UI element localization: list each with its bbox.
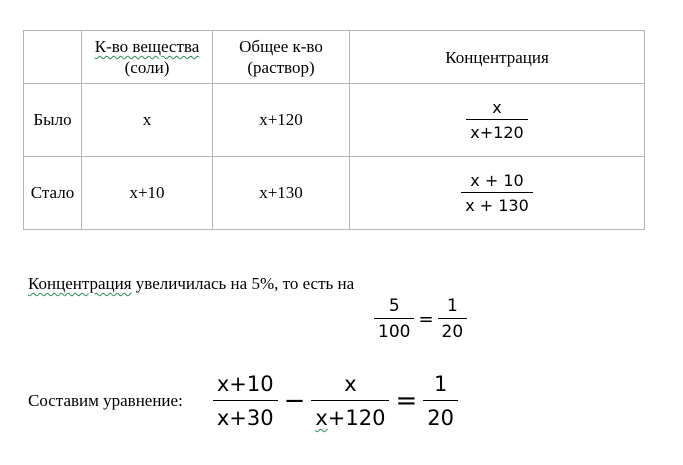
- equation-fraction-1: [213, 372, 278, 430]
- fraction-denominator: 20: [427, 406, 455, 430]
- minus-sign: −: [283, 386, 306, 416]
- ratio-fraction-five-hundred: [374, 296, 414, 342]
- table-row-after: [24, 157, 645, 230]
- denominator-rest: +120: [327, 406, 386, 430]
- fraction-numerator: x + 10: [470, 171, 524, 190]
- statement-text: [28, 274, 354, 294]
- data-table: [23, 30, 645, 230]
- statement-rest: увеличилась на 5%, то есть на: [131, 274, 355, 293]
- fraction-denominator: 100: [378, 322, 411, 342]
- table-header-row: [24, 31, 645, 84]
- solution-cell: x+120: [213, 84, 350, 157]
- table-row-before: [24, 84, 645, 157]
- header-empty-cell: [24, 31, 82, 84]
- header-solution-line2: (раствор): [247, 58, 315, 77]
- ratio-fraction-one-twenty: [438, 296, 468, 342]
- equation-label: Составим уравнение:: [28, 391, 183, 410]
- substance-cell: x+10: [82, 157, 213, 230]
- header-solution-line1: Общее к-во: [239, 37, 323, 56]
- equation-fraction-2: [311, 372, 389, 430]
- fraction-numerator: x: [492, 98, 502, 117]
- substance-cell: x: [82, 84, 213, 157]
- equation-fraction-3: [423, 372, 458, 430]
- fraction-denominator: x+120: [470, 123, 524, 142]
- fraction-denominator: x+30: [216, 406, 274, 430]
- fraction-denominator: [311, 401, 389, 430]
- fraction-numerator: x: [344, 372, 357, 396]
- percent-ratio: [374, 296, 467, 342]
- equals-sign: =: [418, 308, 434, 330]
- header-substance-line2: (соли): [124, 58, 170, 77]
- equals-sign: =: [395, 386, 418, 416]
- concentration-fraction: [461, 171, 533, 215]
- statement-word-concentration: Концентрация: [28, 274, 132, 293]
- denominator-x: x: [315, 406, 328, 430]
- equation-line: [28, 372, 458, 430]
- concentration-cell: [350, 84, 645, 157]
- concentration-fraction: [466, 98, 527, 142]
- row-label: Было: [24, 84, 82, 157]
- row-label: Стало: [24, 157, 82, 230]
- fraction-numerator: 1: [446, 296, 458, 316]
- header-concentration: Концентрация: [350, 31, 645, 84]
- fraction-numerator: x+10: [216, 372, 274, 396]
- header-solution: [213, 31, 350, 84]
- solution-cell: x+130: [213, 157, 350, 230]
- fraction-numerator: 1: [433, 372, 448, 396]
- fraction-denominator: 20: [441, 322, 464, 342]
- fraction-numerator: 5: [388, 296, 400, 316]
- fraction-denominator: x + 130: [465, 196, 529, 215]
- header-substance-line1: К-во вещества: [94, 37, 200, 56]
- header-substance: [82, 31, 213, 84]
- concentration-cell: [350, 157, 645, 230]
